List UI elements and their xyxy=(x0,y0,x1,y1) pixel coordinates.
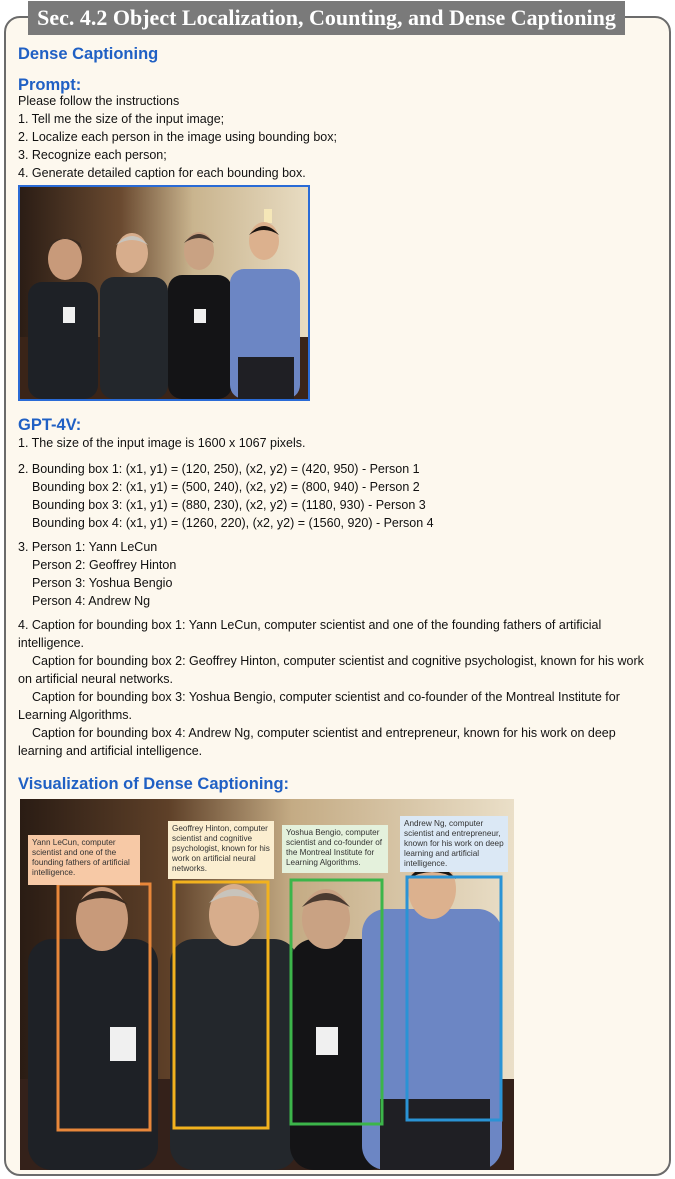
prompt-text xyxy=(18,92,337,182)
visualization-photo xyxy=(20,799,514,1170)
prompt-line: 3. Recognize each person; xyxy=(18,148,167,162)
person-line: 3. Person 1: Yann LeCun xyxy=(18,540,158,554)
caption-line: Caption for bounding box 2: Geoffrey Hinton, computer scientist and cognitive psychologist, known for his work on artificial neural networks. xyxy=(18,654,644,686)
caption-line: Caption for bounding box 3: Yoshua Bengio, computer scientist and co-founder of the Montreal Institute for Learning Algorithms. xyxy=(18,690,620,722)
bbox-line: Bounding box 2: (x1, y1) = (500, 240), (x2, y2) = (800, 940) - Person 2 xyxy=(32,480,420,494)
caption-answer xyxy=(18,616,652,760)
prompt-line: Please follow the instructions xyxy=(18,94,180,108)
person-line: Person 4: Andrew Ng xyxy=(32,594,151,608)
person-answer xyxy=(18,538,176,610)
bbox-answer xyxy=(18,460,434,532)
caption-box-3: Yoshua Bengio, computer scientist and co-founder of the Montreal Institute for Learning Algorithms. xyxy=(282,825,388,873)
caption-box-1: Yann LeCun, computer scientist and one of the founding fathers of artificial intelligence. xyxy=(28,835,140,885)
person-line: Person 2: Geoffrey Hinton xyxy=(32,558,177,572)
prompt-line: 2. Localize each person in the image using bounding box; xyxy=(18,130,337,144)
size-answer xyxy=(18,434,305,452)
input-photo-illustration xyxy=(20,187,308,399)
gpt4v-label: GPT-4V: xyxy=(18,416,82,434)
bbox-line: Bounding box 3: (x1, y1) = (880, 230), (x2, y2) = (1180, 930) - Person 3 xyxy=(32,498,426,512)
prompt-line: 4. Generate detailed caption for each bounding box. xyxy=(18,166,306,180)
caption-box-2: Geoffrey Hinton, computer scientist and cognitive psychologist, known for his work on artificial neural networks. xyxy=(168,821,274,879)
prompt-line: 1. Tell me the size of the input image; xyxy=(18,112,225,126)
dense-captioning-heading: Dense Captioning xyxy=(18,45,159,63)
caption-box-4: Andrew Ng, computer scientist and entrepreneur, known for his work on deep learning and artificial intelligence. xyxy=(400,816,508,872)
input-photo xyxy=(18,185,310,401)
prompt-label: Prompt: xyxy=(18,76,82,94)
caption-line: 4. Caption for bounding box 1: Yann LeCun, computer scientist and one of the founding fathers of artificial intelligence. xyxy=(18,618,602,650)
section-title: Sec. 4.2 Object Localization, Counting, and Dense Captioning xyxy=(28,1,625,35)
person-line: Person 3: Yoshua Bengio xyxy=(32,576,173,590)
bbox-line: 2. Bounding box 1: (x1, y1) = (120, 250), (x2, y2) = (420, 950) - Person 1 xyxy=(18,462,420,476)
size-line: 1. The size of the input image is 1600 x 1067 pixels. xyxy=(18,436,306,450)
visualization-label: Visualization of Dense Captioning: xyxy=(18,775,290,793)
bbox-line: Bounding box 4: (x1, y1) = (1260, 220), (x2, y2) = (1560, 920) - Person 4 xyxy=(32,516,434,530)
caption-line: Caption for bounding box 4: Andrew Ng, computer scientist and entrepreneur, known for his work on deep learning and artificial intelligence. xyxy=(18,726,616,758)
